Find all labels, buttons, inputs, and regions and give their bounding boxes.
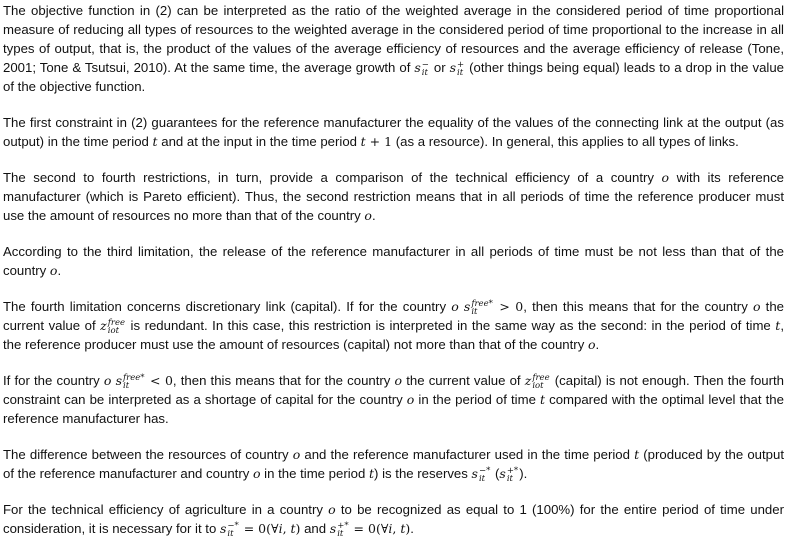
math-lt-zero: < 0 — [145, 373, 173, 388]
text: The second to fourth restrictions, in turn, provide a comparison of the technical efficiency of a country — [3, 170, 662, 185]
paragraph-technical-efficiency — [3, 500, 784, 538]
math-z-free-iot: z free iot — [524, 373, 550, 391]
text: . — [371, 208, 376, 223]
math-s-plus-it: s + it — [449, 60, 465, 78]
paragraph-second-to-fourth — [3, 168, 784, 225]
math-t: t — [369, 466, 375, 481]
text: . — [410, 521, 414, 536]
math-o: o — [406, 392, 415, 407]
math-s-plus-star-it: s +* it — [499, 466, 519, 484]
math-s-minus-star-it: s −* it — [219, 521, 239, 539]
math-o: o — [451, 299, 459, 314]
text: and — [300, 521, 330, 536]
text: compared with the optimal level that the reference manufacturer has. — [3, 392, 784, 426]
math-s-minus-it: s − it — [414, 60, 429, 78]
math-o: o — [364, 208, 372, 223]
math-t: t — [634, 447, 640, 462]
math-t: t — [775, 318, 781, 333]
math-plus-one: + 1 — [365, 134, 393, 149]
text: , the reference producer must use the amount of resources (capital) not more than that of the country — [3, 318, 784, 352]
text: and at the input in the time period — [157, 134, 361, 149]
text: is redundant. In this case, this restriction is interpreted in the same way as the second: in the period of time — [126, 318, 776, 333]
text: and the reference manufacturer used in the time period — [300, 447, 635, 462]
math-equals-zero-forall: = 0(∀i, t) — [239, 521, 301, 536]
text: ( — [491, 466, 500, 481]
text: (other things being equal) leads to a drop in the value of the objective function. — [3, 60, 785, 94]
text: The difference between the resources of country — [3, 447, 293, 462]
math-s-free-it: s free* it — [463, 299, 493, 317]
paragraph-fourth-limitation — [3, 297, 784, 354]
text: , then this means that for the country — [523, 299, 753, 314]
math-t: t — [360, 134, 366, 149]
math-s-plus-star-it: s +* it — [329, 521, 349, 539]
paragraph-third-limitation — [3, 242, 784, 280]
text: the current value of — [3, 299, 784, 333]
paragraph-first-constraint — [3, 113, 784, 151]
text: ) is the reserves — [374, 466, 472, 481]
text: , then this means that for the country — [172, 373, 395, 388]
math-o: o — [252, 466, 261, 481]
math-s-free-it: s free* it — [115, 373, 145, 391]
text: in the time period — [260, 466, 370, 481]
text: in the period of time — [414, 392, 540, 407]
math-o: o — [394, 373, 403, 388]
text: (as a resource). In general, this applies to all types of links. — [392, 134, 739, 149]
text: For the technical efficiency of agriculture in a country — [3, 502, 329, 517]
text: to be recognized as equal to 1 (100%) for the entire period of time under consideration, it is necessary for it to — [3, 502, 784, 536]
text: The first constraint in (2) guarantees for the reference manufacturer the equality of the values of the connecting link at the output (as output) in the time period — [3, 115, 784, 149]
paragraph-reserves — [3, 445, 784, 483]
math-s-minus-star-it: s −* it — [471, 466, 491, 484]
text: with its reference manufacturer (which is Pareto efficient). Thus, the second restriction means that in all periods of time the reference producer must use the amount of resources no more than that of the country — [3, 170, 784, 223]
math-gt-zero: > 0 — [493, 299, 524, 314]
math-o: o — [587, 337, 596, 352]
text: If for the country — [3, 373, 104, 388]
text: (produced by the output of the reference manufacturer and country — [3, 447, 784, 481]
text: The objective function in (2) can be interpreted as the ratio of the weighted average in the considered period of time proportional measure of reducing all types of resources to the weighted average in the considered period of time proportional to the increase in all types of output, that is, the product of the values of the average efficiency of resources and the average efficiency of release (Tone, 2001; Tone & Tsutsui, 2010). At the same time, the average growth of — [3, 3, 784, 75]
text: the current value of — [402, 373, 525, 388]
math-o: o — [103, 373, 112, 388]
math-o: o — [292, 447, 301, 462]
text: ). — [519, 466, 528, 481]
text: . — [595, 337, 600, 352]
text: . — [57, 263, 62, 278]
text: or — [429, 60, 450, 75]
math-o: o — [49, 263, 58, 278]
math-o: o — [752, 299, 761, 314]
math-z-free-iot: z free iot — [100, 318, 126, 336]
math-t: t — [539, 392, 546, 407]
text: (capital) is not enough. Then the fourth constraint can be interpreted as a shortage of capital for the country — [3, 373, 784, 407]
paragraph-shortage — [3, 371, 784, 428]
paragraph-objective-function — [3, 1, 784, 96]
math-t: t — [152, 134, 158, 149]
math-o: o — [328, 502, 336, 517]
math-equals-zero-forall: = 0(∀i, t) — [349, 521, 411, 536]
text: According to the third limitation, the release of the reference manufacturer in all periods of time must be not less than that of the country — [3, 244, 784, 278]
math-o: o — [661, 170, 670, 185]
text: The fourth limitation concerns discretionary link (capital). If for the country — [3, 299, 452, 314]
